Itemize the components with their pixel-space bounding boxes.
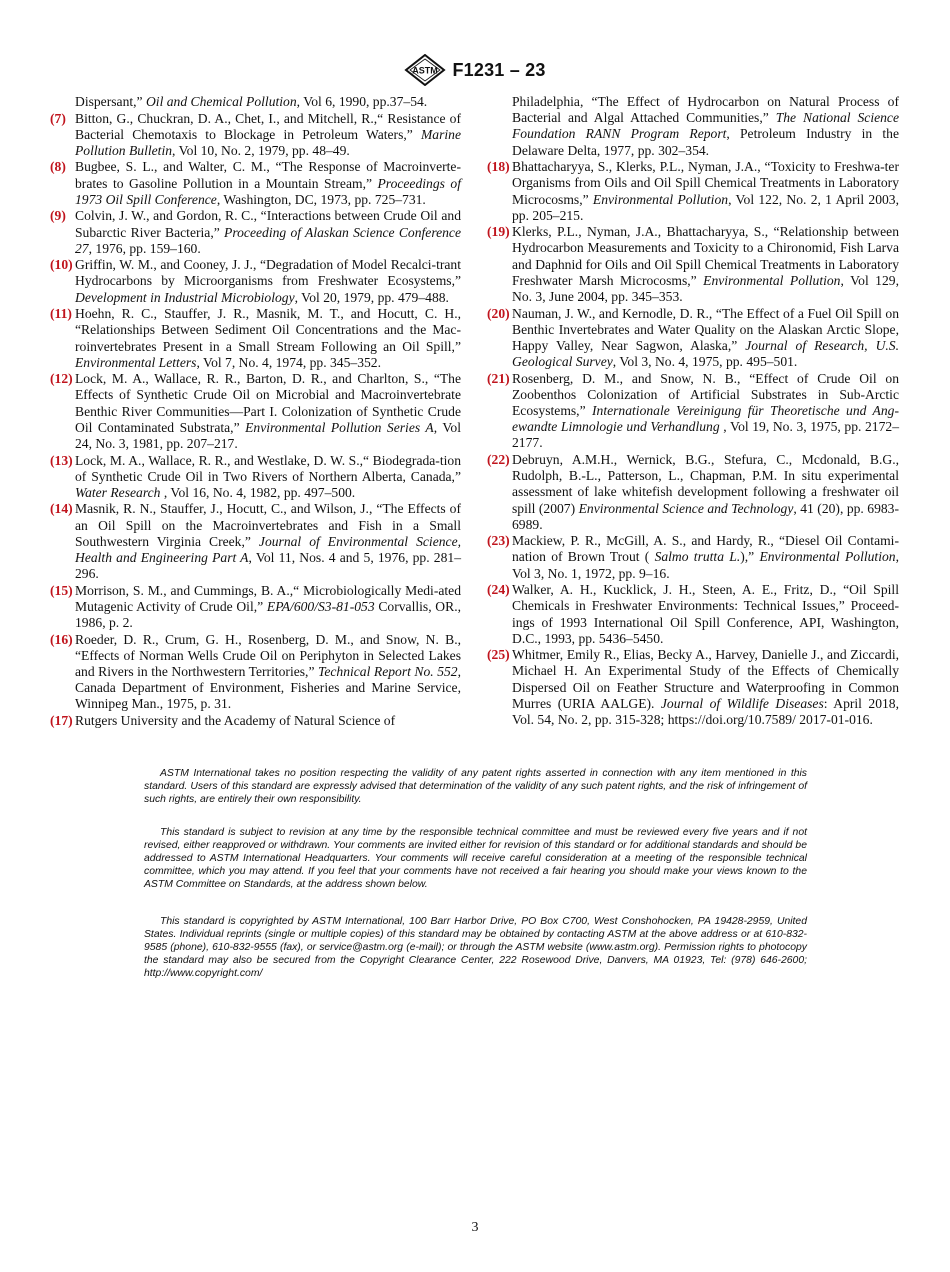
reference-entry: [50, 257, 461, 306]
reference-text: Masnik, R. N., Stauffer, J., Hocutt, C., and Wilson, J., “The Effects of an Oil Spill on the Macroinvertebrates and Fish in a Small Southwestern Virginia Creek,”: [75, 501, 461, 549]
page-number: 3: [471, 1220, 479, 1235]
reference-entry: [487, 306, 899, 371]
reference-entry: [50, 306, 461, 371]
astm-logo-icon: [404, 54, 446, 86]
reference-entry: [487, 533, 899, 582]
reference-source-title: Environmental Pollution Series A: [245, 419, 434, 435]
reference-entry: [487, 647, 899, 728]
reference-number[interactable]: (23): [487, 533, 510, 549]
reference-text: Corvallis, OR., 1986, p. 2.: [75, 598, 461, 631]
reference-text: Rutgers University and the Academy of Natural Science of: [75, 712, 396, 728]
reference-number[interactable]: (10): [50, 257, 73, 273]
references-left-column: [50, 94, 461, 729]
reference-entry: [487, 371, 899, 452]
reference-text: Whitmer, Emily R., Elias, Becky A., Harvey, Danielle J., and Ziccardi, Michael H. An Experimental Study of the Effects of Chemically Dispersed Oil on Feather Structure and Waterproofing in Common Murres (URIA AALGE).: [512, 647, 899, 711]
reference-text: Bhattacharyya, S., Klerks, P.L., Nyman, J.A., “Toxicity to Freshwa-ter Organisms from Oils and Oil Spill Chemical Treatments in Laboratory Microcosms,”: [512, 159, 899, 207]
reference-text: Colvin, J. W., and Gordon, R. C., “Interactions between Crude Oil and Subarctic River Bacteria,”: [75, 208, 461, 240]
reference-entry: [487, 159, 899, 224]
reference-text: , Vol 16, No. 4, 1982, pp. 497–500.: [160, 484, 356, 500]
reference-text: Rosenberg, D. M., and Snow, N. B., “Effect of Crude Oil on Zoobenthos Colonization of Artificial Substrates in Sub-Arctic Ecosystems,”: [512, 370, 899, 419]
reference-text: ),”: [740, 549, 760, 565]
reference-text: Bugbee, S. L., and Walter, C. M., “The Response of Macroinverte-brates to Gasoline Pollution in a Mountain Stream,”: [75, 159, 461, 191]
reference-number[interactable]: (22): [487, 451, 510, 467]
reference-source-title: Salmo trutta L.: [654, 549, 741, 565]
reference-source-title: Technical Report No. 552: [318, 664, 458, 680]
reference-text: Lock, M. A., Wallace, R. R., and Westlake, D. W. S.,“ Biodegrada-tion of Synthetic Crude Oil in Two Rivers of Northern Alberta, Canada,”: [75, 452, 461, 484]
reference-text: Mackiew, P. R., McGill, A. S., and Hardy, R., “Diesel Oil Contami-nation of Brown Trout (: [512, 533, 899, 565]
reference-source-title: Oil and Chemical Pollution: [145, 94, 297, 109]
reference-text: : April 2018, Vol. 54, No. 2, pp. 315-328; https://doi.org/10.7589/ 2017-01-016.: [512, 695, 899, 728]
reference-text: , Canada Department of Environment, Fisheries and Marine Service, Winnipeg Man., 1975, p. 31.: [75, 664, 461, 712]
reference-text: , Vol 6, 1990, pp.37–54.: [296, 94, 428, 109]
reference-entry: [50, 453, 461, 502]
reference-entry: [50, 371, 461, 452]
reference-text: , Vol 3, No. 1, 1972, pp. 9–16.: [512, 549, 899, 581]
reference-number[interactable]: (20): [487, 305, 510, 321]
copyright-notice-text: This standard is copyrighted by ASTM International, 100 Barr Harbor Drive, PO Box C700, West Conshohocken, PA 19428-2959, United States. Individual reprints (single or multiple copies) of this standard may be obtained by contacting ASTM at the above address or at 610-832-9585 (phone), 610-832-9555 (fax), or service@astm.org (e-mail); or through the ASTM website (www.astm.org). Permission rights to photocopy the standard may also be secured from the Copyright Clearance Center, 222 Rosewood Drive, Danvers, MA 01923, Tel: (978) 646-2600; http://www.copyright.com/: [144, 916, 807, 979]
reference-number[interactable]: (21): [487, 370, 510, 386]
reference-text: , Vol 3, No. 4, 1975, pp. 495–501.: [612, 354, 798, 370]
reference-text: Nauman, J. W., and Kernodle, D. R., “The Effect of a Fuel Oil Spill on Benthic Invertebrates and Water Quality on the Alaskan Arctic Slope, Happy Valley, Near Sagwon, Alaska,”: [512, 305, 899, 353]
reference-number[interactable]: (11): [50, 306, 72, 322]
reference-text: Lock, M. A., Wallace, R. R., Barton, D. R., and Charlton, S., “The Effects of Synthetic Crude Oil on Microbial and Macroinvertebrate Benthic River Communities—Part I. Colonization of Synthetic Crude Oil Contaminated Substrata,”: [75, 371, 461, 435]
reference-text: Griffin, W. M., and Cooney, J. J., “Degradation of Model Recalci-trant Hydrocarbons by Microorganisms from Freshwater Ecosystems,”: [75, 257, 461, 289]
reference-number[interactable]: (7): [50, 110, 66, 126]
reference-source-title: Environmental Letters: [75, 354, 197, 370]
revision-notice: [144, 827, 807, 892]
reference-source-title: Environmental Pollution: [703, 272, 841, 288]
reference-text: , Vol 129, No. 3, June 2004, pp. 345–353.: [512, 272, 899, 305]
reference-source-title: Proceedings of 1973 Oil Spill Conference: [75, 175, 461, 207]
reference-number[interactable]: (14): [50, 501, 73, 517]
reference-text: , Petroleum Industry in the Delaware Delta, 1977, pp. 302–354.: [512, 126, 899, 158]
reference-source-title: The National Science Foundation RANN Program Report: [512, 110, 900, 142]
reference-text: , Vol 122, No. 2, 1 April 2003, pp. 205–215.: [512, 191, 899, 223]
reference-number[interactable]: (17): [50, 712, 73, 728]
reference-number[interactable]: (8): [50, 159, 66, 175]
references-right-column: [487, 94, 899, 729]
reference-text: Philadelphia, “The Effect of Hydrocarbon on Natural Process of Bacterial and Algal Attached Communities,”: [512, 94, 899, 126]
reference-source-title: Proceeding of Alaskan Science Conference 27: [75, 224, 461, 256]
reference-text: , Vol 11, Nos. 4 and 5, 1976, pp. 281–296.: [75, 550, 461, 582]
reference-source-title: Journal of Wildlife Diseases: [660, 695, 824, 711]
patent-notice: [144, 768, 807, 807]
copyright-notice: [144, 916, 807, 981]
revision-notice-text: This standard is subject to revision at any time by the responsible technical committee and must be reviewed every five years and if not revised, either reapproved or withdrawn. Your comments are invited either for revision of this standard or for additional standards and should be addressed to ASTM International Headquarters. Your comments will receive careful consideration at a meeting of the responsible technical committee, which you may attend. If you feel that your comments have not received a fair hearing you should make your views known to the ASTM Committee on Standards, at the address shown below.: [144, 827, 807, 890]
reference-source-title: EPA/600/S3-81-053: [266, 598, 375, 614]
reference-source-title: Environmental Science and Technology: [578, 500, 794, 516]
reference-text: , 1976, pp. 159–160.: [88, 240, 201, 256]
reference-text: Hoehn, R. C., Stauffer, J. R., Masnik, M. T., and Hocutt, C. H., “Relationships Between Sediment Oil Concentrations and the Mac-roinvertebrates Present in a Small Stream Following an Oil Spill,”: [75, 306, 461, 354]
reference-entry: [487, 94, 899, 159]
reference-entry: [50, 94, 461, 110]
reference-entry: [50, 501, 461, 582]
reference-entry: [50, 632, 461, 713]
reference-text: , Vol 10, No. 2, 1979, pp. 48–49.: [172, 142, 350, 158]
reference-text: , Vol 20, 1979, pp. 479–488.: [294, 289, 449, 305]
reference-entry: [487, 224, 899, 305]
reference-number[interactable]: (12): [50, 371, 73, 387]
reference-entry: [50, 159, 461, 208]
reference-source-title: Development in Industrial Microbiology: [75, 289, 295, 305]
reference-number[interactable]: (24): [487, 582, 510, 598]
patent-notice-text: ASTM International takes no position respecting the validity of any patent rights asserted in connection with any item mentioned in this standard. Users of this standard are expressly advised that determination of the validity of any such patent rights, and the risk of infringement of such rights, are entirely their own responsibility.: [144, 768, 807, 805]
reference-source-title: Internationale Vereinigung für Theoretische und Ang-ewandte Limnologie und Verhandlung: [512, 403, 899, 435]
reference-number[interactable]: (9): [50, 208, 66, 224]
reference-entry: [487, 582, 899, 647]
reference-text: , Vol 7, No. 4, 1974, pp. 345–352.: [196, 354, 381, 370]
reference-entry: [487, 452, 899, 533]
reference-source-title: Environmental Pollution: [592, 191, 729, 207]
reference-number[interactable]: (18): [487, 159, 510, 175]
reference-entry: [50, 583, 461, 632]
astm-logo-text: ASTM: [412, 65, 439, 76]
reference-text: Dispersant,”: [75, 94, 146, 109]
reference-text: Walker, A. H., Kucklick, J. H., Steen, A. E., Fritz, D., “Oil Spill Chemicals in Freshwater Environments: Technical Issues,” Proceed-ings of 1993 International Oil Spill Conference, API, Washington, D.C., 1993, pp. 5436–5450.: [512, 582, 899, 646]
reference-text: , Washington, DC, 1973, pp. 725–731.: [216, 191, 426, 207]
reference-number[interactable]: (19): [487, 224, 510, 240]
reference-source-title: Marine Pollution Bulletin: [75, 126, 461, 158]
reference-source-title: Environmental Pollution: [759, 549, 896, 565]
reference-text: Debruyn, A.M.H., Wernick, B.G., Stefura, C., Mcdonald, B.G., Rudolph, B.-L., Patterson, L., Chapman, P.M. In situ experimental assessment of lake whitefish development following a freshwater oil spill (2007): [512, 451, 899, 516]
reference-text: Klerks, P.L., Nyman, J.A., Bhattacharyya, S., “Relationship between Hydrocarbon Measurements and Toxicity to a Chironomid, Fish Larva and Daphnid for Oils and Oil Spill Chemical Treatments in Laboratory Freshwater Marsh Microcosms,”: [512, 224, 899, 288]
reference-entry: [50, 713, 461, 729]
reference-entry: [50, 111, 461, 160]
reference-number[interactable]: (13): [50, 452, 73, 468]
reference-text: Roeder, D. R., Crum, G. H., Rosenberg, D. M., and Snow, N. B., “Effects of Norman Wells Crude Oil on Periphyton in Selected Lakes and Rivers in the Northwestern Territories,”: [75, 631, 461, 680]
reference-text: , Vol 24, No. 3, 1981, pp. 207–217.: [75, 419, 461, 452]
reference-number[interactable]: (16): [50, 631, 73, 647]
page-header: [0, 53, 950, 87]
reference-number[interactable]: (25): [487, 647, 510, 663]
reference-source-title: Water Research: [75, 484, 161, 500]
reference-number[interactable]: (15): [50, 582, 73, 598]
reference-source-title: Journal of Research, U.S. Geological Survey: [512, 337, 899, 370]
reference-text: Morrison, S. M., and Cummings, B. A.,“ Microbiologically Medi-ated Mutagenic Activity of Crude Oil,”: [75, 582, 461, 614]
standard-designation: F1231 – 23: [452, 59, 546, 80]
reference-text: , 41 (20), pp. 6983-6989.: [512, 500, 899, 532]
reference-text: Bitton, G., Chuckran, D. A., Chet, I., and Mitchell, R.,“ Resistance of Bacterial Chemotaxis to Blockage in Petroleum Waters,”: [75, 110, 461, 142]
reference-entry: [50, 208, 461, 257]
reference-text: , Vol 19, No. 3, 1975, pp. 2172–2177.: [512, 419, 899, 451]
reference-source-title: Journal of Environmental Science, Health and Engineering Part A: [75, 533, 461, 566]
